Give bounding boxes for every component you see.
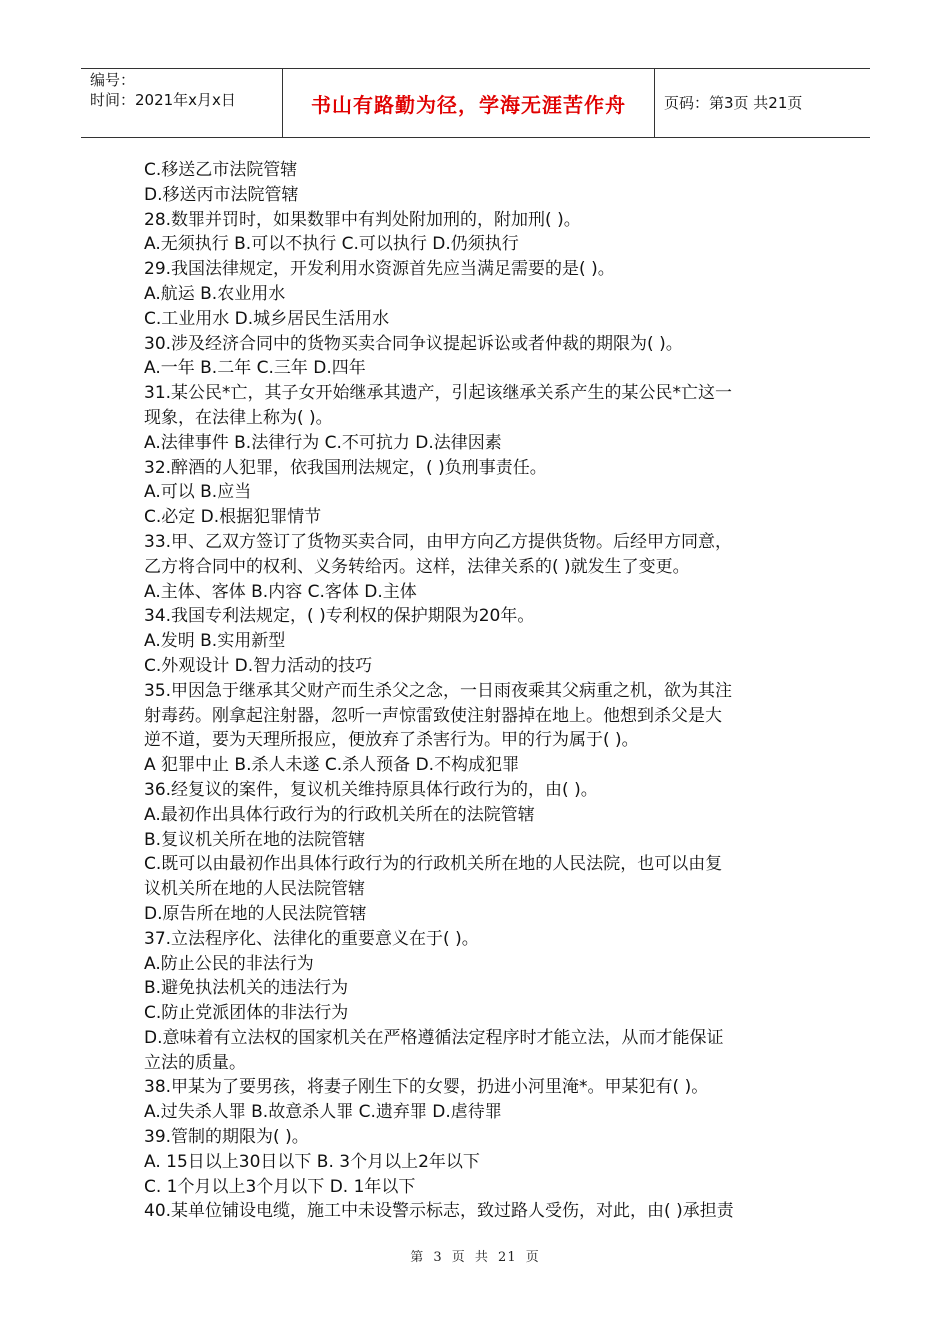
footer-page-number: 第 3 页 共 21 页 (410, 1250, 540, 1265)
text-line: A.可以 B.应当 (144, 482, 252, 503)
text-line: 立法的质量。 (144, 1052, 246, 1073)
text-line: C.既可以由最初作出具体行政行为的行政机关所在地的人民法院，也可以由复 (144, 854, 723, 875)
text-line: 38.甲某为了要男孩，将妻子刚生下的女婴，扔进小河里淹*。甲某犯有( )。 (144, 1077, 709, 1098)
text-line: C.移送乙市法院管辖 (144, 160, 298, 180)
text-line: 逆不道，要为天理所报应，便放弃了杀害行为。甲的行为属于( )。 (144, 730, 639, 751)
text-line: D.意味着有立法权的国家机关在严格遵循法定程序时才能立法，从而才能保证 (144, 1027, 724, 1048)
header-motto: 书山有路勤为径，学海无涯苦作舟 (311, 92, 626, 117)
text-line: 35.甲因急于继承其父财产而生杀父之念，一日雨夜乘其父病重之机，欲为其注 (144, 680, 733, 701)
text-line: C.外观设计 D.智力活动的技巧 (144, 655, 373, 676)
text-line: C. 1个月以上3个月以下 D. 1年以下 (144, 1176, 416, 1197)
text-line: A.法律事件 B.法律行为 C.不可抗力 D.法律因素 (144, 432, 502, 453)
text-line: 37.立法程序化、法律化的重要意义在于( )。 (144, 928, 479, 949)
text-line: A.最初作出具体行政行为的行政机关所在的法院管辖 (144, 804, 535, 825)
text-line: B.复议机关所在地的法院管辖 (144, 829, 366, 850)
document-date: 时间：2021年x月x日 (90, 91, 236, 109)
text-line: 28.数罪并罚时，如果数罪中有判处附加刑的，附加刑( )。 (144, 209, 581, 230)
text-line: 31.某公民*亡，其子女开始继承其遗产，引起该继承关系产生的某公民*亡这一 (144, 383, 733, 404)
text-line: C.工业用水 D.城乡居民生活用水 (144, 308, 390, 329)
text-line: 29.我国法律规定，开发利用水资源首先应当满足需要的是( )。 (144, 259, 615, 280)
header-meta (81, 69, 281, 137)
text-line: A.发明 B.实用新型 (144, 631, 286, 652)
text-line: D.移送丙市法院管辖 (144, 184, 299, 205)
text-line: A.主体、客体 B.内容 C.客体 D.主体 (144, 581, 417, 602)
header-page-info: 页码：第3页 共21页 (664, 94, 803, 112)
text-line: A 犯罪中止 B.杀人未遂 C.杀人预备 D.不构成犯罪 (144, 755, 520, 776)
text-line: 议机关所在地的人民法院管辖 (144, 879, 365, 900)
text-line: 34.我国专利法规定，( )专利权的保护期限为20年。 (144, 606, 535, 627)
text-line: 32.醉酒的人犯罪，依我国刑法规定，( )负刑事责任。 (144, 457, 547, 478)
text-line: A.一年 B.二年 C.三年 D.四年 (144, 358, 366, 379)
text-line: A.航运 B.农业用水 (144, 283, 286, 304)
text-line: 40.某单位铺设电缆，施工中未设警示标志，致过路人受伤，对此，由( )承担责 (144, 1201, 734, 1222)
text-line: A.防止公民的非法行为 (144, 953, 314, 974)
header-divider (654, 69, 655, 137)
text-line: 射毒药。刚拿起注射器，忽听一声惊雷致使注射器掉在地上。他想到杀父是大 (144, 705, 722, 726)
text-line: C.必定 D.根据犯罪情节 (144, 507, 322, 528)
document-number-label: 编号： (90, 71, 136, 89)
question-body (144, 158, 814, 1224)
text-line: 36.经复议的案件，复议机关维持原具体行政行为的，由( )。 (144, 779, 598, 800)
text-line: A.无须执行 B.可以不执行 C.可以执行 D.仍须执行 (144, 234, 519, 255)
text-line: B.避免执法机关的违法行为 (144, 978, 349, 999)
page-footer (0, 1246, 950, 1265)
text-line: 30.涉及经济合同中的货物买卖合同争议提起诉讼或者仲裁的期限为( )。 (144, 333, 683, 354)
text-line: D.原告所在地的人民法院管辖 (144, 903, 367, 924)
text-line: A.过失杀人罪 B.故意杀人罪 C.遗弃罪 D.虐待罪 (144, 1102, 502, 1123)
text-line: 乙方将合同中的权利、义务转给丙。这样，法律关系的( )就发生了变更。 (144, 556, 690, 577)
text-line: 现象，在法律上称为( )。 (144, 407, 333, 428)
text-line: C.防止党派团体的非法行为 (144, 1003, 349, 1024)
text-line: 39.管制的期限为( )。 (144, 1127, 309, 1148)
page-header (81, 68, 870, 138)
text-line: A. 15日以上30日以下 B. 3个月以上2年以下 (144, 1151, 480, 1172)
text-line: 33.甲、乙双方签订了货物买卖合同，由甲方向乙方提供货物。后经甲方同意， (144, 531, 733, 552)
